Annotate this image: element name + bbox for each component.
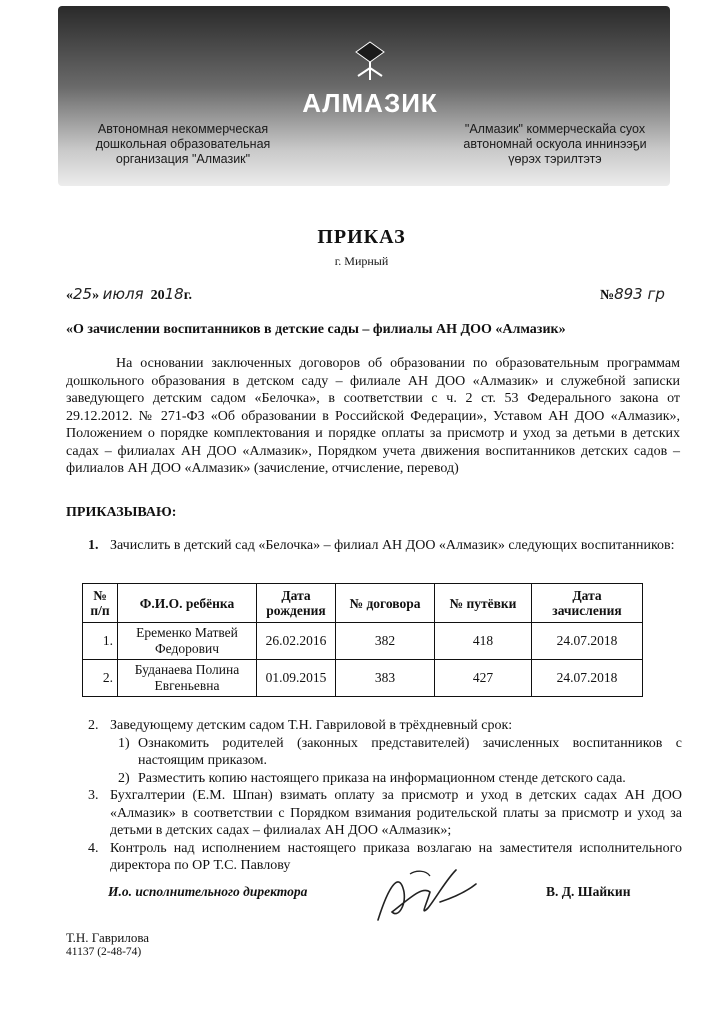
pupils-table xyxy=(82,583,643,697)
subitem-number: 2) xyxy=(118,770,130,786)
date-year-suffix: 18 xyxy=(164,285,184,303)
letterhead xyxy=(0,0,723,190)
cell-birth-date: 01.09.2015 xyxy=(257,660,336,697)
header-child-name: Ф.И.О. ребёнка xyxy=(118,584,257,623)
cell-enrollment-date: 24.07.2018 xyxy=(532,660,643,697)
order-subitem-2-1 xyxy=(88,735,682,770)
order-items-list xyxy=(88,717,682,875)
cell-number: 2. xyxy=(83,660,118,697)
subitem-number: 1) xyxy=(118,735,130,751)
table-row xyxy=(83,660,643,697)
diamond-icon xyxy=(300,40,440,90)
item-number: 2. xyxy=(88,718,99,733)
letterhead-left-line: дошкольная образовательная xyxy=(95,137,271,151)
item-text: Бухгалтерии (Е.М. Шпан) взимать оплату за присмотр и уход в детских садах АН ДОО «Алмазик» в соответствии с Порядком взимания родительской платы за присмотр и уход за детьми в детских садах – филиалах АН ДОО «Алмазик»; xyxy=(110,788,682,838)
date-day: 25 xyxy=(73,285,93,303)
letterhead-left-line: организация "Алмазик" xyxy=(115,152,251,166)
cell-voucher-number: 418 xyxy=(435,623,532,660)
document-title: ПРИКАЗ xyxy=(317,226,406,248)
order-number xyxy=(600,285,665,304)
header-contract-number: № договора xyxy=(336,584,435,623)
order-item-3 xyxy=(88,787,682,840)
number-prefix: № xyxy=(600,288,615,303)
order-basis: На основании заключенных договоров об образовании по образовательным программам дошкольного образования в детском саду – филиале АН ДОО «Алмазик» и служебной записки заведующего детским садом «Белочка», в соответствии с ч. 2 ст. 53 Федерального закона от 29.12.2012. № 271-ФЗ «Об образовании в Российской Федерации», Уставом АН ДОО «Алмазик», Положением о порядке комплектования и порядке оплаты за присмотр и уход за детьми в детских садах – филиалах АН ДОО «Алмазик», Порядком учета движения воспитанников детских садов – филиалов АН ДОО «Алмазик» (зачисление, отчисление, перевод) xyxy=(66,356,680,476)
order-subject: «О зачислении воспитанников в детские сады – филиалы АН ДОО «Алмазик» xyxy=(66,322,566,337)
letterhead-left-line: Автономная некоммерческая xyxy=(97,122,269,136)
header-enrollment-date: Дата зачисления xyxy=(532,584,643,623)
cell-contract-number: 382 xyxy=(336,623,435,660)
header-birth-date: Дата рождения xyxy=(257,584,336,623)
cell-birth-date: 26.02.2016 xyxy=(257,623,336,660)
letterhead-right-line: "Алмазик" коммерческайа суох xyxy=(464,122,646,136)
city: г. Мирный xyxy=(334,254,389,268)
letterhead-right-text xyxy=(455,122,655,167)
signatory-position: И.о. исполнительного директора xyxy=(108,884,308,899)
letterhead-right-line: автономнай оскуола иннинээҕи xyxy=(463,137,647,151)
executor-name: Т.Н. Гаврилова xyxy=(66,930,150,945)
date-year-prefix: 20 xyxy=(150,288,165,303)
order-item-2 xyxy=(88,717,682,735)
executor-phone: 41137 (2-48-74) xyxy=(66,946,142,958)
subitem-text: Ознакомить родителей (законных представителей) зачисленных воспитанников с настоящим приказом. xyxy=(138,735,682,768)
number-value: 893 гр xyxy=(614,285,665,303)
logo-text: АЛМАЗИК xyxy=(302,88,438,118)
date-close-quote: » xyxy=(92,288,100,303)
cell-child-name: Буданаева Полина Евгеньевна xyxy=(118,660,257,697)
order-word: ПРИКАЗЫВАЮ: xyxy=(66,505,177,520)
letterhead-left-text xyxy=(78,122,288,167)
letterhead-right-line: үөрэх тэрилтэтэ xyxy=(508,152,602,166)
item-text: Зачислить в детский сад «Белочка» – филиал АН ДОО «Алмазик» следующих воспитанников: xyxy=(110,538,675,553)
table-row xyxy=(83,623,643,660)
item-number: 3. xyxy=(88,788,99,803)
table-header-row xyxy=(83,584,643,623)
cell-number: 1. xyxy=(83,623,118,660)
date-year-end: г. xyxy=(183,288,192,303)
cell-contract-number: 383 xyxy=(336,660,435,697)
cell-voucher-number: 427 xyxy=(435,660,532,697)
handwritten-signature xyxy=(370,862,480,932)
item-number: 1. xyxy=(88,538,99,553)
item-text: Контроль над исполнением настоящего приказа возлагаю на заместителя исполнительного директора по ОР Т.С. Павлову xyxy=(110,840,682,873)
logo xyxy=(300,40,440,130)
item-number: 4. xyxy=(88,840,99,856)
date-month: июля xyxy=(102,285,144,303)
cell-child-name: Еременко Матвей Федорович xyxy=(118,623,257,660)
cell-enrollment-date: 24.07.2018 xyxy=(532,623,643,660)
item-text: Заведующему детским садом Т.Н. Гавриловой в трёхдневный срок: xyxy=(110,718,513,733)
header-number: № п/п xyxy=(83,584,118,623)
signatory-name: В. Д. Шайкин xyxy=(546,884,631,899)
date-open-quote: « xyxy=(66,288,73,303)
subitem-text: Разместить копию настоящего приказа на информационном стенде детского сада. xyxy=(138,770,626,786)
order-subitem-2-2 xyxy=(88,770,682,788)
header-voucher-number: № путёвки xyxy=(435,584,532,623)
order-date xyxy=(66,285,192,304)
